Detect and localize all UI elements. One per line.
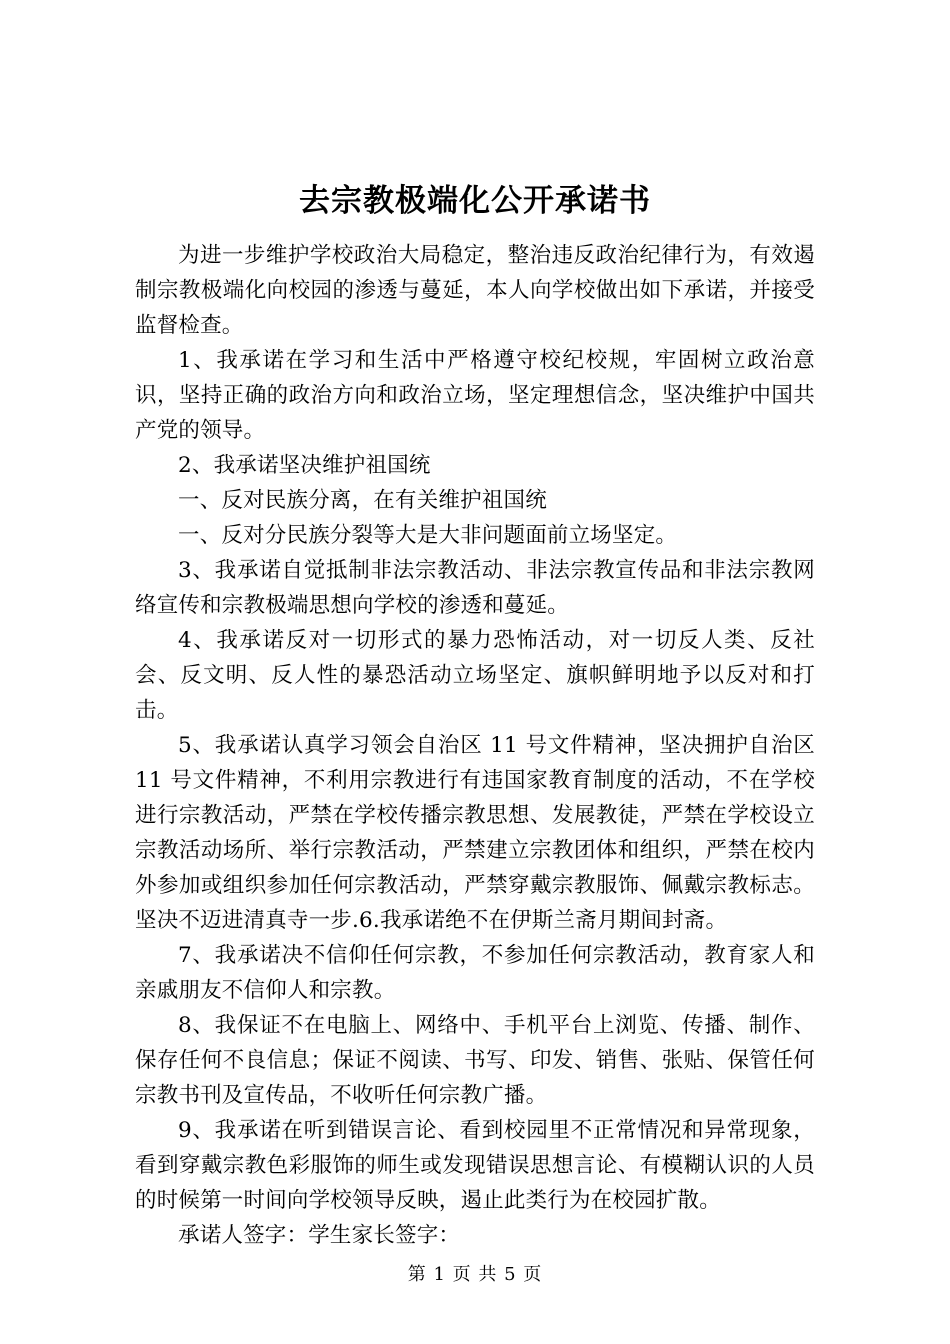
paragraph: 2、我承诺坚决维护祖国统 (178, 453, 431, 478)
page-footer: 第 1 页 共 5 页 (407, 1264, 543, 1285)
paragraph: 8、我保证不在电脑上、网络中、手机平台上浏览、传播、制作、保存任何不良信息；保证不阅读、书写、印发、销售、张贴、保管任何宗教书刊及宣传品，不收听任何宗教广播。 (135, 1013, 815, 1108)
paragraph: 一、反对分民族分裂等大是大非问题面前立场坚定。 (178, 523, 678, 548)
paragraph: 1、我承诺在学习和生活中严格遵守校纪校规，牢固树立政治意识，坚持正确的政治方向和政治立场，坚定理想信念，坚决维护中国共产党的领导。 (135, 348, 815, 443)
paragraph: 9、我承诺在听到错误言论、看到校园里不正常情况和异常现象，看到穿戴宗教色彩服饰的师生或发现错误思想言论、有模糊认识的人员的时候第一时间向学校领导反映，遏止此类行为在校园扩散。 (135, 1118, 815, 1213)
paragraph: 4、我承诺反对一切形式的暴力恐怖活动，对一切反人类、反社会、反文明、反人性的暴恐活动立场坚定、旗帜鲜明地予以反对和打击。 (135, 628, 815, 723)
paragraph: 7、我承诺决不信仰任何宗教，不参加任何宗教活动，教育家人和亲戚朋友不信仰人和宗教。 (135, 943, 815, 1003)
paragraph: 5、我承诺认真学习领会自治区 11 号文件精神，坚决拥护自治区 11 号文件精神，不利用宗教进行有违国家教育制度的活动，不在学校进行宗教活动，严禁在学校传播宗教思想、发展教徒，严禁在学校设立宗教活动场所、举行宗教活动，严禁建立宗教团体和组织，严禁在校内外参加或组织参加任何宗教活动，严禁穿戴宗教服饰、佩戴宗教标志。坚决不迈进清真寺一步.6.我承诺绝不在伊斯兰斋月期间封斋。 (135, 733, 815, 933)
signature-line: 承诺人签字：学生家长签字： (178, 1223, 461, 1248)
paragraph: 3、我承诺自觉抵制非法宗教活动、非法宗教宣传品和非法宗教网络宣传和宗教极端思想向学校的渗透和蔓延。 (135, 558, 815, 618)
document-body (135, 224, 815, 1253)
paragraph: 一、反对民族分离，在有关维护祖国统 (178, 488, 547, 513)
page-title: 去宗教极端化公开承诺书 (299, 183, 651, 219)
paragraph: 为进一步维护学校政治大局稳定，整治违反政治纪律行为，有效遏制宗教极端化向校园的渗透与蔓延，本人向学校做出如下承诺，并接受监督检查。 (135, 243, 815, 338)
